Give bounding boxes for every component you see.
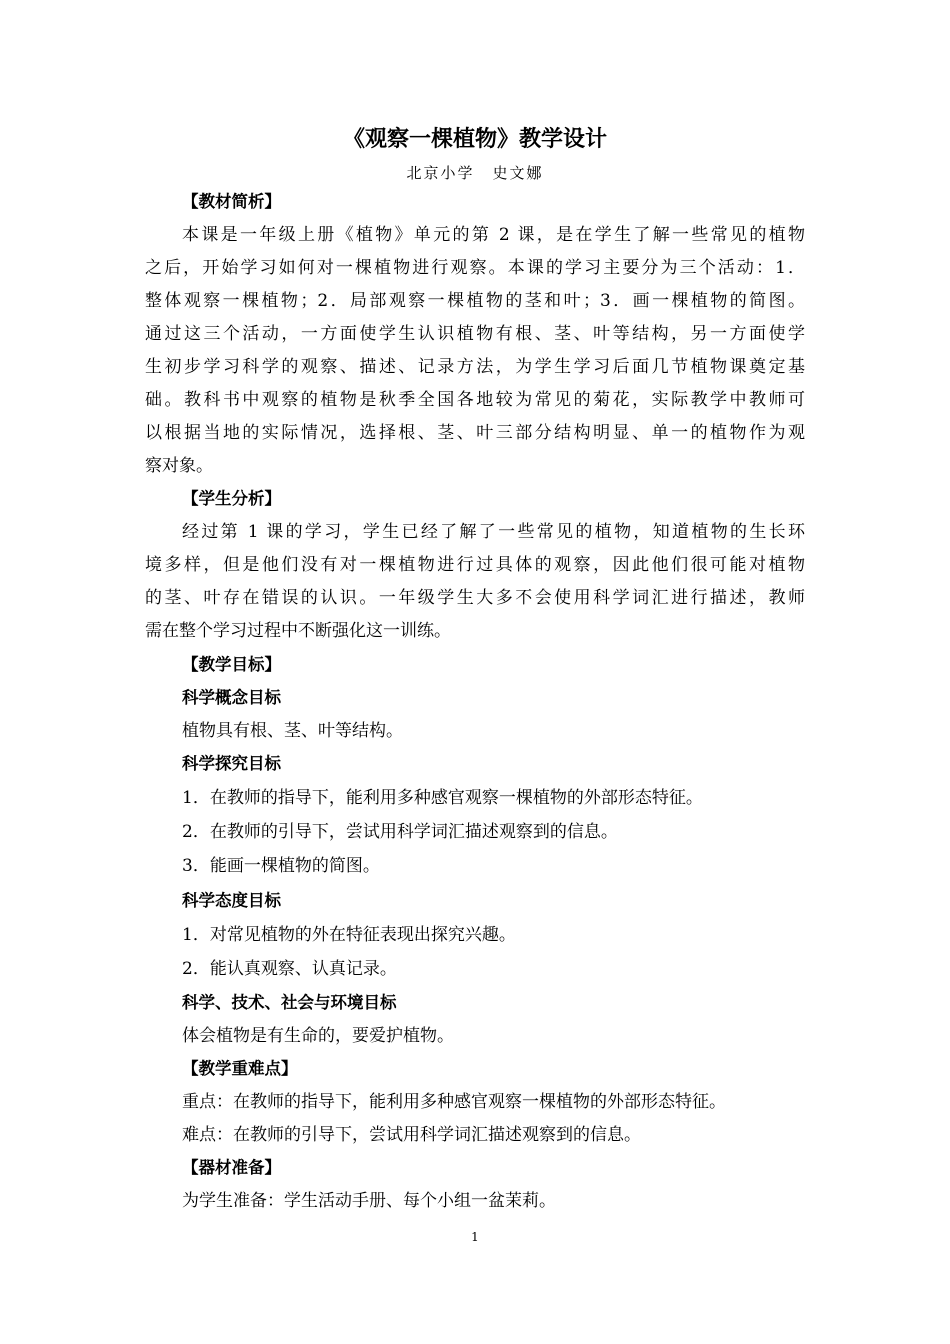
paragraph-line: 以根据当地的实际情况，选择根、茎、叶三部分结构明显、单一的植物作为观 (145, 423, 805, 443)
subheading-stse: 科学、技术、社会与环境目标 (182, 993, 397, 1012)
paragraph-line: 境多样，但是他们没有对一棵植物进行过具体的观察，因此他们很可能对植物 (145, 555, 805, 575)
section-heading-goals: 【教学目标】 (182, 655, 281, 674)
list-item: 2．能认真观察、认真记录。 (182, 959, 397, 979)
list-item: 1．在教师的指导下，能利用多种感官观察一棵植物的外部形态特征。 (182, 788, 703, 808)
paragraph-line: 础。教科书中观察的植物是秋季全国各地较为常见的菊花，实际教学中教师可 (145, 390, 805, 410)
section-heading-material: 【教材简析】 (182, 192, 281, 211)
section-heading-keypoints: 【教学重难点】 (182, 1059, 298, 1078)
subheading-inquiry: 科学探究目标 (182, 754, 281, 773)
subheading-concept: 科学概念目标 (182, 688, 281, 707)
author-school: 北京小学 (406, 164, 475, 182)
author-line (0, 162, 950, 184)
concept-text: 植物具有根、茎、叶等结构。 (182, 721, 403, 741)
paragraph-line: 整体观察一棵植物；2．局部观察一棵植物的茎和叶；3．画一棵植物的简图。 (145, 291, 805, 311)
materials-text: 为学生准备：学生活动手册、每个小组一盆茉莉。 (182, 1191, 556, 1211)
paragraph-line: 本课是一年级上册《植物》单元的第 2 课，是在学生了解一些常见的植物 (182, 225, 805, 245)
section-heading-student: 【学生分析】 (182, 489, 281, 508)
paragraph-line: 经过第 1 课的学习，学生已经了解了一些常见的植物，知道植物的生长环 (182, 522, 805, 542)
list-item: 1．对常见植物的外在特征表现出探究兴趣。 (182, 925, 516, 945)
subheading-attitude: 科学态度目标 (182, 891, 281, 910)
author-name: 史文娜 (492, 164, 544, 182)
document-title: 《观察一棵植物》教学设计 (342, 127, 607, 152)
page-number: 1 (471, 1230, 479, 1244)
list-item: 3．能画一棵植物的简图。 (182, 856, 380, 876)
paragraph-line: 需在整个学习过程中不断强化这一训练。 (145, 621, 451, 641)
paragraph-line: 之后，开始学习如何对一棵植物进行观察。本课的学习主要分为三个活动：1． (145, 258, 805, 278)
list-item: 2．在教师的引导下，尝试用科学词汇描述观察到的信息。 (182, 822, 618, 842)
paragraph-line: 通过这三个活动，一方面使学生认识植物有根、茎、叶等结构，另一方面使学 (145, 324, 805, 344)
difficult-point-text: 难点：在教师的引导下，尝试用科学词汇描述观察到的信息。 (182, 1125, 641, 1145)
paragraph-line: 生初步学习科学的观察、描述、记录方法，为学生学习后面几节植物课奠定基 (145, 357, 805, 377)
key-point-text: 重点：在教师的指导下，能利用多种感官观察一棵植物的外部形态特征。 (182, 1092, 726, 1112)
stse-text: 体会植物是有生命的，要爱护植物。 (182, 1026, 454, 1046)
paragraph-line: 的茎、叶存在错误的认识。一年级学生大多不会使用科学词汇进行描述，教师 (145, 588, 805, 608)
section-heading-materials: 【器材准备】 (182, 1158, 281, 1177)
paragraph-line: 察对象。 (145, 456, 213, 476)
